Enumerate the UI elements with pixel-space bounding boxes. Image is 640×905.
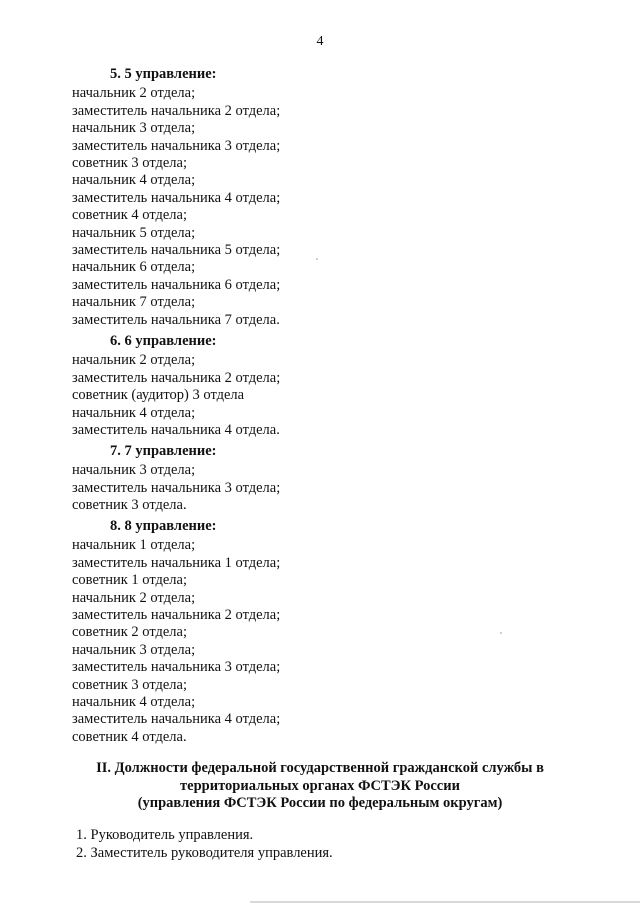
position-item: заместитель начальника 4 отдела. xyxy=(72,422,280,439)
position-list xyxy=(72,352,592,439)
position-list xyxy=(72,85,592,329)
position-item: заместитель начальника 2 отдела; xyxy=(72,102,281,119)
position-item: начальник 4 отдела; xyxy=(72,172,196,189)
position-item: начальник 7 отдела; xyxy=(72,294,196,311)
page-number: 4 xyxy=(316,34,324,49)
position-item: заместитель начальника 2 отдела; xyxy=(72,607,281,624)
section-heading: 8. 8 управление: xyxy=(110,518,217,534)
scan-edge-line xyxy=(250,901,640,903)
position-item: заместитель начальника 4 отдела; xyxy=(72,189,281,206)
section-6 xyxy=(72,333,592,439)
part-two-item: 2. Заместитель руководителя управления. xyxy=(76,845,333,861)
position-item: советник 2 отдела; xyxy=(72,624,188,641)
position-item: заместитель начальника 1 отдела; xyxy=(72,554,281,571)
position-item: советник 3 отдела; xyxy=(72,155,188,172)
position-list xyxy=(72,537,592,746)
section-heading: 6. 6 управление: xyxy=(110,333,217,349)
position-list xyxy=(72,462,592,514)
section-heading: 5. 5 управление: xyxy=(110,66,217,82)
position-item: начальник 2 отдела; xyxy=(72,589,196,606)
position-item: начальник 6 отдела; xyxy=(72,259,196,276)
scan-speck xyxy=(316,258,318,260)
position-item: начальник 2 отдела; xyxy=(72,352,196,369)
position-item: начальник 4 отдела; xyxy=(72,694,196,711)
position-item: начальник 1 отдела; xyxy=(72,537,196,554)
part-two-list xyxy=(76,826,333,862)
part-two-item: 1. Руководитель управления. xyxy=(76,827,254,843)
position-item: начальник 2 отдела; xyxy=(72,85,196,102)
position-item: советник (аудитор) 3 отдела xyxy=(72,387,245,404)
position-item: советник 4 отдела; xyxy=(72,207,188,224)
position-item: заместитель начальника 4 отдела; xyxy=(72,711,281,728)
section-5 xyxy=(72,66,592,329)
position-item: советник 4 отдела. xyxy=(72,728,187,745)
section-7 xyxy=(72,443,592,515)
position-item: начальник 3 отдела; xyxy=(72,641,196,658)
position-item: начальник 3 отдела; xyxy=(72,462,196,479)
position-item: советник 3 отдела. xyxy=(72,497,187,514)
position-item: начальник 5 отдела; xyxy=(72,224,196,241)
section-heading: 7. 7 управление: xyxy=(110,443,217,459)
part-two-heading-line: территориальных органах ФСТЭК России xyxy=(180,777,460,794)
position-item: заместитель начальника 3 отдела; xyxy=(72,659,281,676)
position-item: начальник 3 отдела; xyxy=(72,120,196,137)
part-two-heading xyxy=(0,760,640,813)
position-item: заместитель начальника 7 отдела. xyxy=(72,311,280,328)
position-item: начальник 4 отдела; xyxy=(72,404,196,421)
section-8 xyxy=(72,518,592,746)
part-two-heading-line: II. Должности федеральной государственной гражданской службы в xyxy=(96,760,544,776)
position-item: заместитель начальника 3 отдела; xyxy=(72,137,281,154)
part-two-heading-line: (управления ФСТЭК России по федеральным округам) xyxy=(137,795,503,812)
position-item: советник 3 отдела; xyxy=(72,676,188,693)
position-item: заместитель начальника 5 отдела; xyxy=(72,242,281,259)
position-item: советник 1 отдела; xyxy=(72,572,188,589)
position-item: заместитель начальника 2 отдела; xyxy=(72,369,281,386)
position-item: заместитель начальника 6 отдела; xyxy=(72,276,281,293)
position-item: заместитель начальника 3 отдела; xyxy=(72,479,281,496)
scan-speck xyxy=(500,632,502,634)
